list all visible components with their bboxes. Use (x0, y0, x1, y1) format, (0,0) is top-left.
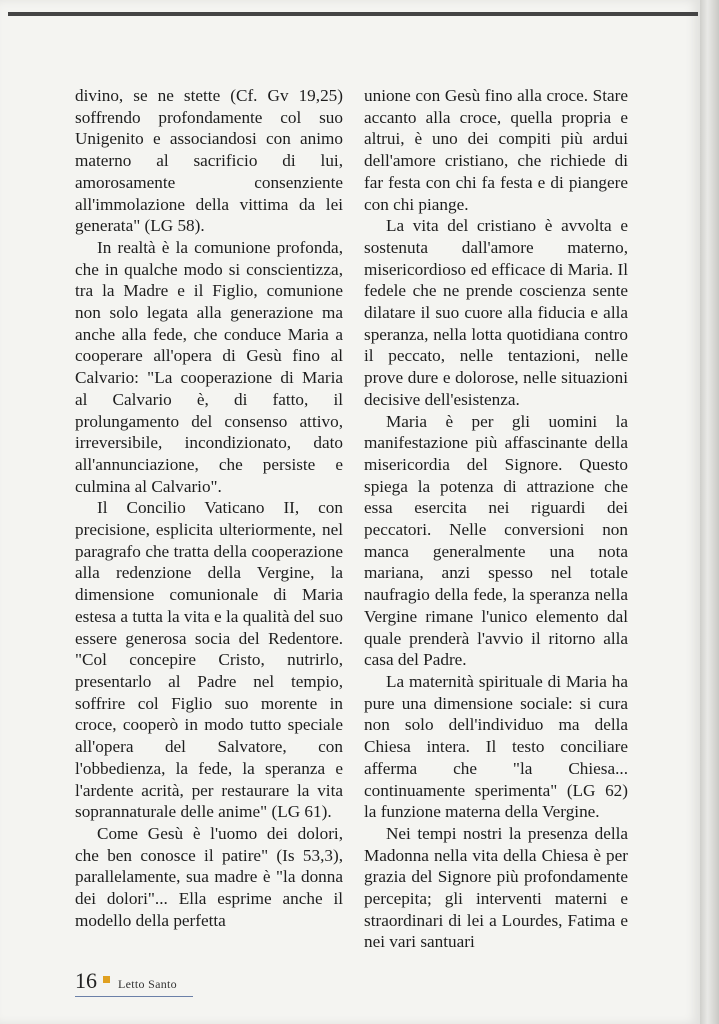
right-paragraph-1: unione con Gesù fino alla croce. Stare accanto alla croce, quella propria e altrui, è uno dei compiti più ardui dell'amore cristiano, che richiede di far festa con chi fa festa e di piangere con chi piange. (364, 86, 628, 214)
right-column (364, 85, 628, 953)
left-paragraph-2: In realtà è la comunione profonda, che in qualche modo si conscientizza, tra la Madre e il Figlio, comunione non solo legata alla generazione ma anche alla fede, che conduce Maria a cooperare all'opera di Gesù fino al Calvario: "La cooperazione di Maria al Calvario è, di fatto, il prolungamento del consenso attivo, irreversibile, incondizionato, dato all'annunciazione, che persiste e culmina al Calvario". (75, 237, 343, 496)
right-paragraph-3: Maria è per gli uomini la manifestazione più affascinante della misericordia del Signore. Questo spiega la potenza di attrazione che essa esercita nei riguardi dei peccatori. Nelle conversioni non manca generalmente una nota mariana, anzi spesso nel totale naufragio della fede, la speranza nella Vergine rimane l'unico elemento dal quale prenderà l'avvio il ritorno alla casa del Padre. (364, 411, 628, 670)
right-paragraph-5: Nei tempi nostri la presenza della Madonna nella vita della Chiesa è per grazia del Signore più profondamente percepita; gli interventi materni e straordinari di lei a Lourdes, Fatima e nei vari santuari (364, 823, 628, 952)
page-binding-edge (700, 0, 719, 1024)
page-footer (75, 968, 193, 997)
page-top-edge (8, 12, 698, 16)
right-paragraph-4: La maternità spirituale di Maria ha pure una dimensione sociale: si cura non solo dell'individuo ma della Chiesa intera. Il testo conciliare afferma che "la Chiesa... continuamente sperimenta" (LG 62) la funzione materna della Vergine. (364, 671, 628, 822)
left-column (75, 85, 343, 931)
right-paragraph-2: La vita del cristiano è avvolta e sostenuta dall'amore materno, misericordioso ed efficace di Maria. Il fedele che ne prende coscienza sente dilatare il suo cuore alla fiducia e alla speranza, nella lotta quotidiana contro il peccato, nelle tentazioni, nelle prove dure e dolorose, nelle situazioni decisive dell'esistenza. (364, 216, 628, 409)
left-paragraph-4: Come Gesù è l'uomo dei dolori, che ben conosce il patire" (Is 53,3), parallelamente, sua madre è "la donna dei dolori"... Ella esprime anche il modello della perfetta (75, 823, 343, 930)
publication-name: Letto Santo (118, 977, 177, 991)
left-paragraph-1: divino, se ne stette (Cf. Gv 19,25) soffrendo profondamente col suo Unigenito e associandosi con animo materno al sacrificio di lui, amorosamente consenziente all'immolazione della vittima da lei generata" (LG 58). (75, 86, 343, 236)
left-paragraph-3: Il Concilio Vaticano II, con precisione, esplicita ulteriormente, nel paragrafo che tratta della cooperazione alla redenzione della Vergine, la dimensione comunionale di Maria estesa a tutta la vita e la qualità del suo essere generosa socia del Redentore. "Col concepire Cristo, nutrirlo, presentarlo al Padre nel tempio, soffrire col Figlio suo morente in croce, cooperò in modo tutto speciale all'opera del Salvatore, con l'obbedienza, la fede, la speranza e l'ardente acrità, per restaurare la vita soprannaturale delle anime" (LG 61). (75, 498, 343, 822)
page-number: 16 (75, 968, 97, 993)
square-bullet-icon (103, 976, 110, 983)
